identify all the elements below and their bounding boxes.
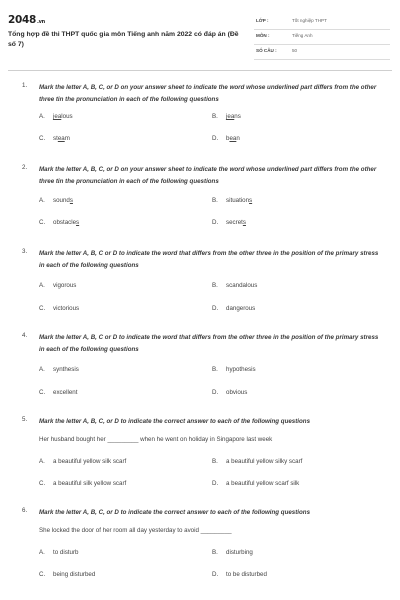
question-instruction: Mark the letter A, B, C or D to indicate the word that differs from the other three in the position of the primary stress in each of the following questions (39, 250, 379, 269)
document-header (8, 12, 392, 62)
option-text: excellent (53, 389, 78, 396)
option-text: to disturb (53, 549, 79, 556)
answer-option[interactable] (39, 197, 73, 204)
option-text: situation (226, 197, 250, 204)
option-text: sound (53, 197, 70, 204)
option-text: b (226, 135, 230, 142)
option-letter: C. (39, 389, 46, 396)
question-number: 5. (22, 416, 28, 423)
option-underlined-part: s (76, 219, 80, 226)
option-text: synthesis (53, 366, 79, 373)
option-text-rest: m (64, 135, 70, 142)
option-text: hypothesis (226, 366, 256, 373)
answer-option[interactable] (212, 135, 240, 142)
option-letter: C. (39, 571, 46, 578)
option-text: a beautiful yellow silky scarf (226, 458, 303, 465)
answer-option[interactable] (212, 197, 252, 204)
meta-value: 50 (292, 48, 298, 53)
answer-option[interactable] (39, 458, 126, 465)
answer-option[interactable] (212, 549, 253, 556)
answer-option[interactable] (212, 571, 267, 578)
option-text: vigorous (53, 282, 77, 289)
question-instruction: Mark the letter A, B, C, or D to indicate the correct answer to each of the following questions (39, 509, 311, 516)
option-underlined-part: ea (229, 135, 237, 142)
question-sentence: She locked the door of her room all day yesterday to avoid _________ (39, 527, 232, 534)
option-text: victorious (53, 305, 80, 312)
document-title: Tổng hợp đề thi THPT quốc gia môn Tiếng anh năm 2022 có đáp án (Đề số 7) (8, 31, 239, 48)
option-letter: B. (212, 549, 218, 556)
meta-row-subject (254, 30, 390, 45)
option-letter: B. (212, 113, 218, 120)
option-letter: D. (212, 135, 219, 142)
logo-text: 2048 (8, 14, 37, 26)
option-text: disturbing (226, 549, 253, 556)
option-letter: C. (39, 135, 46, 142)
answer-option[interactable] (212, 458, 302, 465)
option-text: secret (226, 219, 243, 226)
answer-option[interactable] (212, 366, 256, 373)
option-letter: C. (39, 305, 46, 312)
logo-suffix: .vn (37, 19, 45, 25)
meta-key: SỐ CÂU : (256, 48, 277, 53)
site-logo[interactable] (8, 14, 45, 26)
option-text: dangerous (226, 305, 256, 312)
question-number: 3. (22, 248, 28, 255)
question-instruction: Mark the letter A, B, C, or D to indicate the correct answer to each of the following questions (39, 418, 311, 425)
option-letter: A. (39, 366, 45, 373)
option-underlined-part: ea (57, 135, 65, 142)
option-text: scandalous (226, 282, 258, 289)
option-letter: B. (212, 197, 218, 204)
meta-key: MÔN : (256, 33, 270, 38)
answer-option[interactable] (212, 219, 246, 226)
answer-option[interactable] (39, 571, 95, 578)
option-letter: D. (212, 219, 219, 226)
question-number: 2. (22, 164, 28, 171)
option-letter: B. (212, 282, 218, 289)
answer-option[interactable] (39, 549, 78, 556)
meta-row-class (254, 15, 390, 30)
answer-option[interactable] (212, 282, 257, 289)
question-sentence: Her husband bought her _________ when he went on holiday in Singapore last week (39, 436, 273, 443)
option-letter: A. (39, 549, 45, 556)
answer-option[interactable] (39, 366, 79, 373)
question-number: 4. (22, 332, 28, 339)
meta-value: Tiếng Anh (292, 33, 313, 38)
question-number: 1. (22, 82, 28, 89)
option-text-rest: ns (234, 113, 241, 120)
option-text: a beautiful yellow silk scarf (53, 458, 127, 465)
option-text: a beautiful yellow scarf silk (226, 480, 300, 487)
option-letter: A. (39, 282, 45, 289)
option-letter: B. (212, 366, 218, 373)
header-divider (8, 70, 392, 71)
answer-option[interactable] (39, 389, 77, 396)
option-text: obstacle (53, 219, 77, 226)
option-letter: A. (39, 197, 45, 204)
question-number: 6. (22, 507, 28, 514)
option-text-rest: lous (61, 113, 73, 120)
option-letter: D. (212, 480, 219, 487)
option-underlined-part: s (249, 197, 253, 204)
meta-value: Tốt nghiệp THPT (292, 18, 327, 23)
answer-option[interactable] (212, 389, 247, 396)
option-text: st (53, 135, 58, 142)
option-letter: B. (212, 458, 218, 465)
option-text: being disturbed (53, 571, 96, 578)
meta-key: LỚP : (256, 18, 269, 23)
option-letter: C. (39, 219, 46, 226)
answer-option[interactable] (39, 305, 79, 312)
question-instruction: Mark the letter A, B, C, or D on your answer sheet to indicate the word whose underlined part differs from the other three tin the pronunciation in each of the following questions (39, 166, 377, 185)
option-text-rest: n (236, 135, 240, 142)
option-text: to be disturbed (226, 571, 267, 578)
option-letter: C. (39, 480, 46, 487)
meta-info-table (254, 15, 390, 60)
answer-option[interactable] (39, 480, 126, 487)
option-text: obvious (226, 389, 248, 396)
answer-option[interactable] (212, 305, 255, 312)
answer-option[interactable] (39, 282, 76, 289)
option-underlined-part: s (69, 197, 73, 204)
option-letter: D. (212, 571, 219, 578)
answer-option[interactable] (39, 219, 79, 226)
option-letter: D. (212, 305, 219, 312)
answer-option[interactable] (39, 113, 73, 120)
answer-option[interactable] (212, 113, 241, 120)
option-text: a beautiful silk yellow scarf (53, 480, 127, 487)
option-underlined-part: jea (53, 113, 62, 120)
question-instruction: Mark the letter A, B, C, or D on your answer sheet to indicate the word whose underlined part differs from the other three tin the pronunciation in each of the following questions (39, 84, 377, 103)
answer-option[interactable] (39, 135, 70, 142)
question-instruction: Mark the letter A, B, C or D to indicate the word that differs from the other three in the position of the primary stress in each of the following questions (39, 334, 379, 353)
option-underlined-part: s (242, 219, 246, 226)
option-letter: A. (39, 458, 45, 465)
answer-option[interactable] (212, 480, 299, 487)
meta-row-count (254, 45, 390, 60)
option-letter: A. (39, 113, 45, 120)
option-letter: D. (212, 389, 219, 396)
option-underlined-part: jea (226, 113, 235, 120)
